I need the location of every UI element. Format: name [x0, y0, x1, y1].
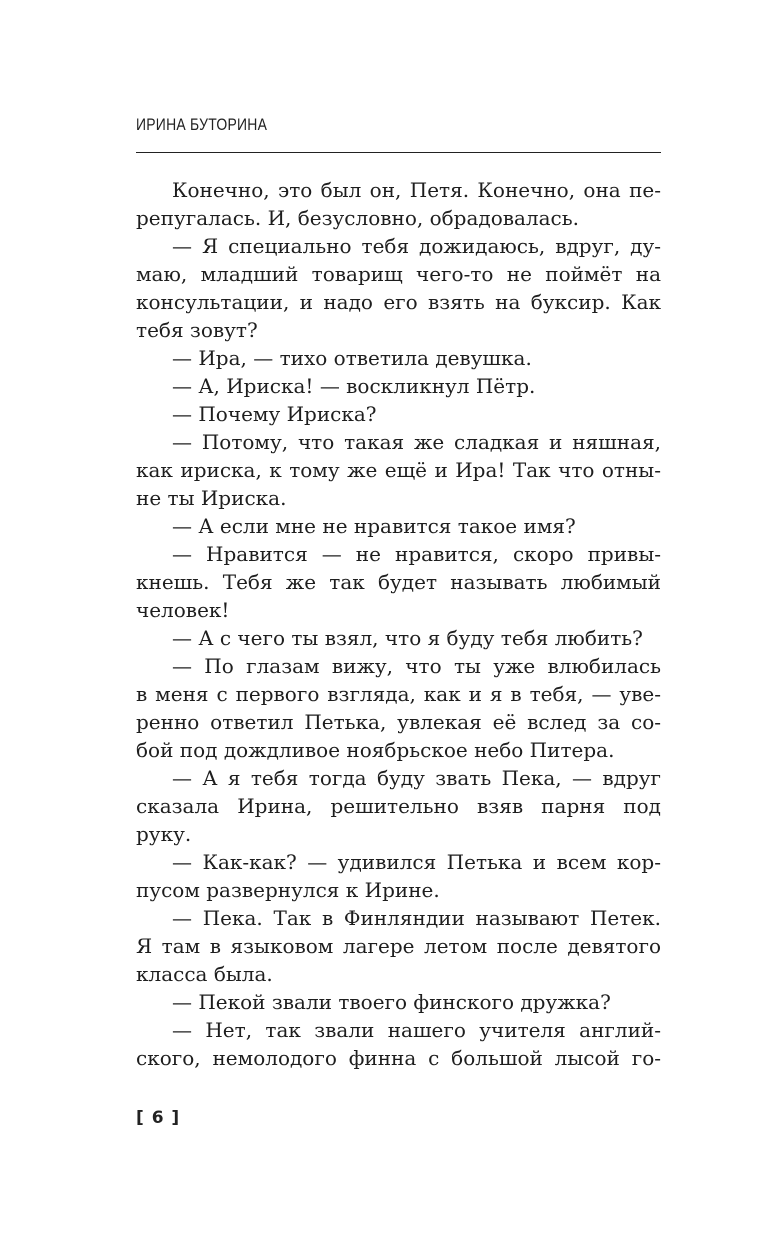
text-line: пусом развернулся к Ирине.: [136, 878, 440, 902]
text-line: — Пекой звали твоего финского дружка?: [172, 990, 611, 1014]
text-line: — Пека. Так в Финляндии называют Петек.: [172, 906, 661, 930]
text-line: репугалась. И, безусловно, обрадовалась.: [136, 206, 579, 230]
text-line: Я там в языковом лагере летом после девятого: [136, 934, 661, 958]
text-line: не ты Ириска.: [136, 486, 287, 510]
text-line: — Ира, — тихо ответила девушка.: [172, 346, 532, 370]
text-line: — По глазам вижу, что ты уже влюбилась: [172, 654, 661, 678]
text-line: — Нет, так звали нашего учителя англий-: [172, 1018, 661, 1042]
text-line: кнешь. Тебя же так будет называть любимый: [136, 570, 661, 594]
text-line: — Как-как? — удивился Петька и всем кор-: [172, 850, 661, 874]
text-line: — А, Ириска! — воскликнул Пётр.: [172, 374, 536, 398]
text-line: — Почему Ириска?: [172, 402, 377, 426]
text-line: как ириска, к тому же ещё и Ира! Так что отны-: [136, 458, 661, 482]
running-head-author: ИРИНА БУТОРИНА: [136, 115, 268, 134]
text-line: бой под дождливое ноябрьское небо Питера.: [136, 738, 615, 762]
text-line: сказала Ирина, решительно взяв парня под: [136, 794, 661, 818]
page-number: [ 6 ]: [136, 1108, 181, 1128]
text-line: — А я тебя тогда буду звать Пека, — вдруг: [172, 766, 661, 790]
text-line: — Потому, что такая же сладкая и няшная,: [172, 430, 661, 454]
text-line: — Я специально тебя дожидаюсь, вдруг, ду-: [172, 234, 661, 258]
text-line: — А если мне не нравится такое имя?: [172, 514, 576, 538]
text-line: маю, младший товарищ чего-то не поймёт на: [136, 262, 661, 286]
text-line: — Нравится — не нравится, скоро привы-: [172, 542, 661, 566]
text-line: руку.: [136, 822, 192, 846]
header-divider: [136, 152, 661, 153]
text-line: — А с чего ты взял, что я буду тебя любить?: [172, 626, 643, 650]
text-line: в меня с первого взгляда, как и я в тебя, — уве-: [136, 682, 661, 706]
text-line: ренно ответил Петька, увлекая её вслед за со-: [136, 710, 661, 734]
text-line: класса была.: [136, 962, 273, 986]
text-line: консультации, и надо его взять на буксир. Как: [136, 290, 661, 314]
text-line: тебя зовут?: [136, 318, 258, 342]
text-line: ского, немолодого финна с большой лысой го-: [136, 1046, 661, 1070]
page-body-text: [136, 176, 661, 1072]
text-line: Конечно, это был он, Петя. Конечно, она пе-: [172, 178, 661, 202]
text-line: человек!: [136, 598, 230, 622]
